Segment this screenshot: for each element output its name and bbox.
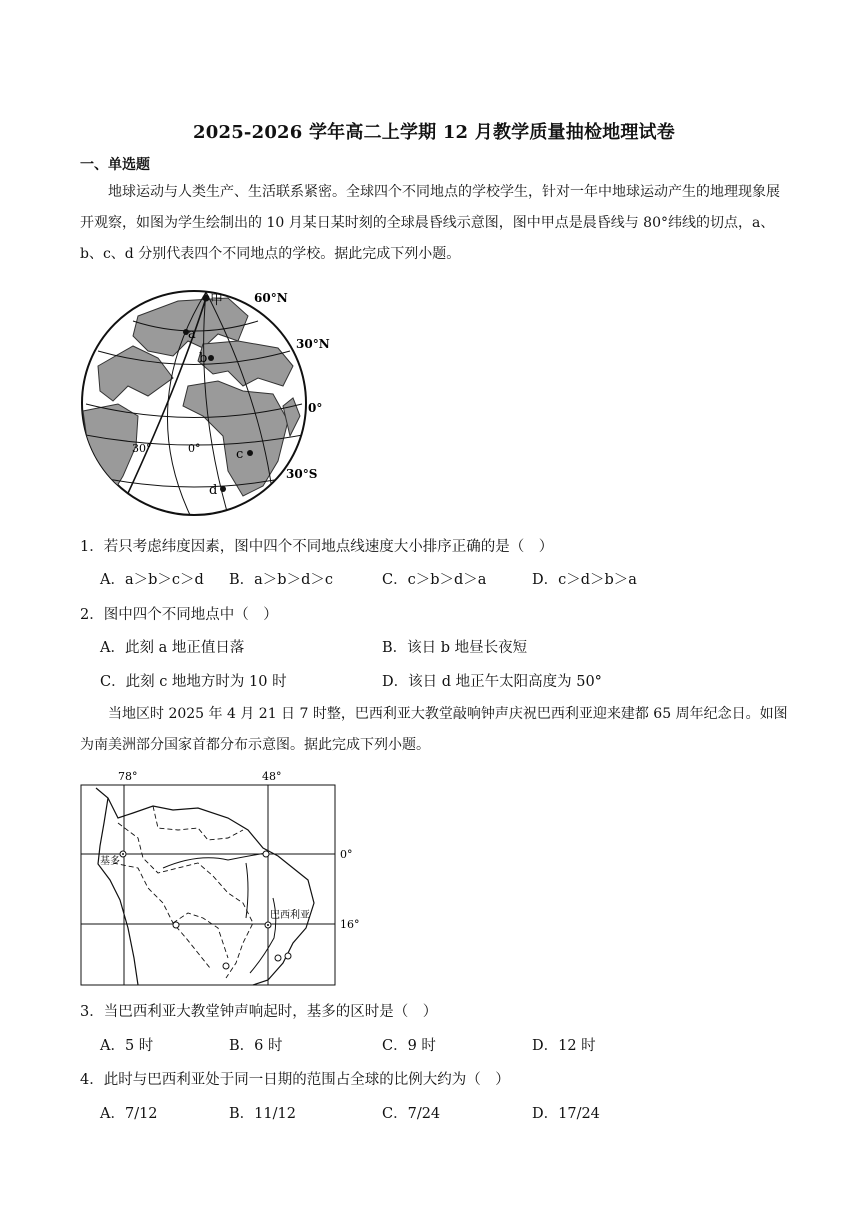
- lon-30-label: 30°: [132, 442, 152, 455]
- point-d-label: d: [209, 483, 218, 498]
- question-4-stem: 4．此时与巴西利亚处于同一日期的范围占全球的比例大约为（ ）: [80, 1072, 510, 1088]
- q2-option-d[interactable]: D．该日 d 地正午太阳高度为 50°: [382, 674, 602, 690]
- section-heading: 一、单选题: [80, 157, 150, 173]
- q2-option-a[interactable]: A．此刻 a 地正值日落: [100, 640, 245, 656]
- point-c-label: c: [236, 447, 244, 462]
- lat-30s-label: 30°S: [286, 467, 318, 481]
- question-1-stem: 1．若只考虑纬度因素，图中四个不同地点线速度大小排序正确的是（ ）: [80, 539, 554, 555]
- globe-figure: [78, 286, 338, 518]
- question-2-stem: 2．图中四个不同地点中（ ）: [80, 607, 278, 623]
- q1-option-c[interactable]: C．c＞b＞d＞a: [382, 572, 487, 588]
- q1-option-d[interactable]: D．c＞d＞b＞a: [532, 572, 637, 588]
- lat-16-map-label: 16°: [340, 918, 360, 931]
- q3-option-d[interactable]: D．12 时: [532, 1038, 596, 1054]
- lon-78-label: 78°: [118, 770, 138, 783]
- intro-paragraph-1: 地球运动与人类生产、生活联系紧密。全球四个不同地点的学校学生，针对一年中地球运动产生的地理现象展开观察，如图为学生绘制出的 10 月某日某时刻的全球晨昏线示意图，图中甲点是晨昏线与 80°纬线的切点，a、b、c、d 分别代表四个不同地点的学校。据此完成下列小题。: [80, 184, 780, 262]
- lat-0-map-label: 0°: [340, 848, 353, 861]
- q1-option-a[interactable]: A．a＞b＞c＞d: [100, 572, 204, 588]
- south-america-map: [78, 768, 370, 990]
- q1-option-b[interactable]: B．a＞b＞d＞c: [229, 572, 333, 588]
- lon-0-label: 0°: [188, 442, 201, 455]
- lat-60n-label: 60°N: [254, 291, 288, 305]
- point-jia-label: 甲: [210, 293, 224, 308]
- lon-48-label: 48°: [262, 770, 282, 783]
- brasilia-label: 巴西利亚: [270, 910, 310, 921]
- exam-title: 2025-2026 学年高二上学期 12 月教学质量抽检地理试卷: [193, 122, 675, 143]
- quito-label: 基多: [100, 856, 120, 867]
- lat-30n-label: 30°N: [296, 337, 330, 351]
- point-b-label: b: [199, 351, 208, 366]
- q4-option-b[interactable]: B．11/12: [229, 1106, 296, 1122]
- q2-option-b[interactable]: B．该日 b 地昼长夜短: [382, 640, 528, 656]
- lat-0-label: 0°: [308, 401, 323, 415]
- q4-option-d[interactable]: D．17/24: [532, 1106, 600, 1122]
- point-a-label: a: [188, 327, 196, 342]
- q4-option-c[interactable]: C．7/24: [382, 1106, 441, 1122]
- q3-option-c[interactable]: C．9 时: [382, 1038, 436, 1054]
- intro-paragraph-2: 当地区时 2025 年 4 月 21 日 7 时整，巴西利亚大教堂敲响钟声庆祝巴西利亚迎来建都 65 周年纪念日。如图为南美洲部分国家首都分布示意图。据此完成下列小题。: [80, 706, 788, 753]
- question-3-stem: 3．当巴西利亚大教堂钟声响起时，基多的区时是（ ）: [80, 1004, 438, 1020]
- q2-option-c[interactable]: C．此刻 c 地地方时为 10 时: [100, 674, 287, 690]
- q3-option-b[interactable]: B．6 时: [229, 1038, 283, 1054]
- q4-option-a[interactable]: A．7/12: [100, 1106, 158, 1122]
- q3-option-a[interactable]: A．5 时: [100, 1038, 154, 1054]
